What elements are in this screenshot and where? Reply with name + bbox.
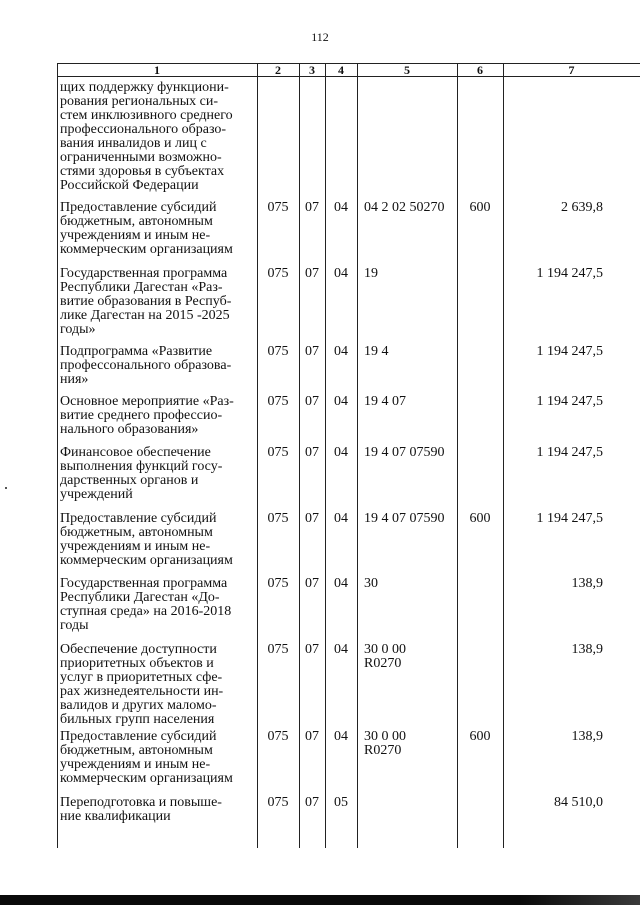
row-name-line: стем инклюзивного среднего [60,108,233,123]
row-name-line: Обеспечение доступности [60,642,217,657]
row-name [60,643,252,727]
row-name-line: Предоставление субсидий [60,200,217,215]
column-header-5: 5 [404,63,410,77]
row-name-line: Подпрограмма «Развитие [60,344,213,359]
row-csr [364,512,460,526]
row-csr [364,345,460,359]
column-divider [503,64,504,848]
row-name [60,345,252,387]
row-rz: 07 [305,344,319,359]
row-pr: 04 [334,576,348,591]
row-name-line: Государственная программа [60,576,228,591]
row-ved: 075 [267,394,289,409]
row-sum: 1 194 247,5 [536,394,603,409]
column-divider [357,64,358,848]
row-csr-line: 30 0 00 [364,642,406,657]
row-sum: 2 639,8 [561,200,603,215]
row-name-line: бюджетным, автономным [60,743,213,758]
row-name-line: Финансовое обеспечение [60,445,211,460]
row-csr-line: R0270 [364,743,402,758]
row-name [60,81,252,193]
row-pr: 04 [334,642,348,657]
row-rz: 07 [305,445,319,460]
row-name-line: лике Дагестан на 2015 -2025 [60,308,230,323]
row-name-line: Государственная программа [60,266,228,281]
row-sum: 138,9 [571,576,603,591]
row-sum: 1 194 247,5 [536,266,603,281]
row-name [60,201,252,257]
row-ved: 075 [267,576,289,591]
row-name-line: бюджетным, автономным [60,214,213,229]
row-sum: 138,9 [571,729,603,744]
row-name-line: приоритетных объектов и [60,656,214,671]
row-name-line: Предоставление субсидий [60,511,217,526]
row-name-line: бюджетным, автономным [60,525,213,540]
row-rz: 07 [305,266,319,281]
row-pr: 04 [334,394,348,409]
row-name-line: щих поддержку функциони- [60,80,229,95]
row-vr: 600 [469,729,491,744]
row-rz: 07 [305,795,319,810]
row-name-line: учреждениям и иным не- [60,539,211,554]
column-header-3: 3 [309,63,315,77]
row-name-line: ния» [60,372,89,387]
row-sum: 1 194 247,5 [536,511,603,526]
row-name-line: ние квалификации [60,809,171,824]
column-divider [57,64,58,848]
row-csr [364,730,460,758]
row-sum: 1 194 247,5 [536,344,603,359]
row-name-line: Основное мероприятие «Раз- [60,394,234,409]
row-name-line: рования региональных си- [60,94,218,109]
row-pr: 05 [334,795,348,810]
row-csr-line: 19 4 [364,344,389,359]
row-ved: 075 [267,266,289,281]
row-csr [364,395,460,409]
row-ved: 075 [267,642,289,657]
row-name-line: коммерческим организациям [60,771,233,786]
row-ved: 075 [267,729,289,744]
row-csr-line: 04 2 02 50270 [364,200,445,215]
row-name-line: Республики Дагестан «До- [60,590,220,605]
header-rule [57,76,640,77]
scan-border-fade [520,895,640,905]
row-name-line: годы [60,618,89,633]
row-name-line: стями здоровья в субъектах [60,164,225,179]
row-rz: 07 [305,511,319,526]
row-ved: 075 [267,795,289,810]
row-name [60,267,252,337]
row-rz: 07 [305,576,319,591]
column-header-6: 6 [477,63,483,77]
scan-border [0,895,640,905]
row-rz: 07 [305,394,319,409]
column-header-2: 2 [275,63,281,77]
row-csr-line: R0270 [364,656,402,671]
row-sum: 138,9 [571,642,603,657]
row-name-line: ступная среда» на 2016-2018 [60,604,232,619]
row-ved: 075 [267,445,289,460]
row-rz: 07 [305,642,319,657]
row-name-line: годы» [60,322,96,337]
row-name [60,796,252,824]
row-vr: 600 [469,511,491,526]
row-csr-line: 19 4 07 07590 [364,511,445,526]
row-csr [364,267,460,281]
row-csr-line: 19 4 07 [364,394,406,409]
row-csr [364,577,460,591]
row-name-line: коммерческим организациям [60,553,233,568]
row-name-line: валидов и других маломо- [60,698,217,713]
row-vr: 600 [469,200,491,215]
row-name-line: коммерческим организациям [60,242,233,257]
row-csr-line: 19 4 07 07590 [364,445,445,460]
row-name-line: профессионального образо- [60,122,227,137]
row-name-line: рах жизнедеятельности ин- [60,684,224,699]
row-name-line: учреждений [60,487,133,502]
row-name-line: вания инвалидов и лиц с [60,136,207,151]
row-csr [364,201,460,215]
budget-table [57,63,640,848]
row-csr [364,446,460,460]
row-pr: 04 [334,445,348,460]
row-name-line: услуг в приоритетных сфе- [60,670,223,685]
row-csr [364,643,460,671]
row-name-line: Предоставление субсидий [60,729,217,744]
row-sum: 84 510,0 [554,795,603,810]
page-number: 112 [311,30,329,44]
row-name-line: ограниченными возможно- [60,150,222,165]
row-pr: 04 [334,200,348,215]
row-csr-line: 30 0 00 [364,729,406,744]
row-ved: 075 [267,511,289,526]
row-name-line: нального образования» [60,422,199,437]
row-name [60,577,252,633]
row-sum: 1 194 247,5 [536,445,603,460]
column-header-1: 1 [154,63,160,77]
row-csr-line: 30 [364,576,378,591]
row-name [60,395,252,437]
row-name-line: профессонального образова- [60,358,232,373]
column-header-4: 4 [338,63,344,77]
row-pr: 04 [334,511,348,526]
row-name [60,512,252,568]
row-name-line: выполнения функций госу- [60,459,223,474]
row-name-line: дарственных органов и [60,473,199,488]
row-rz: 07 [305,729,319,744]
row-name-line: Переподготовка и повыше- [60,795,222,810]
row-name [60,730,252,786]
row-rz: 07 [305,200,319,215]
row-name-line: учреждениям и иным не- [60,757,211,772]
row-name-line: Российской Федерации [60,178,199,193]
row-pr: 04 [334,344,348,359]
row-name-line: витие образования в Респуб- [60,294,232,309]
row-ved: 075 [267,200,289,215]
row-csr-line: 19 [364,266,378,281]
row-name-line: витие среднего профессио- [60,408,223,423]
row-name [60,446,252,502]
row-ved: 075 [267,344,289,359]
row-name-line: Республики Дагестан «Раз- [60,280,223,295]
row-pr: 04 [334,266,348,281]
row-name-line: учреждениям и иным не- [60,228,211,243]
column-header-7: 7 [568,63,575,77]
scan-speck [5,487,7,489]
row-name-line: бильных групп населения [60,712,215,727]
row-pr: 04 [334,729,348,744]
